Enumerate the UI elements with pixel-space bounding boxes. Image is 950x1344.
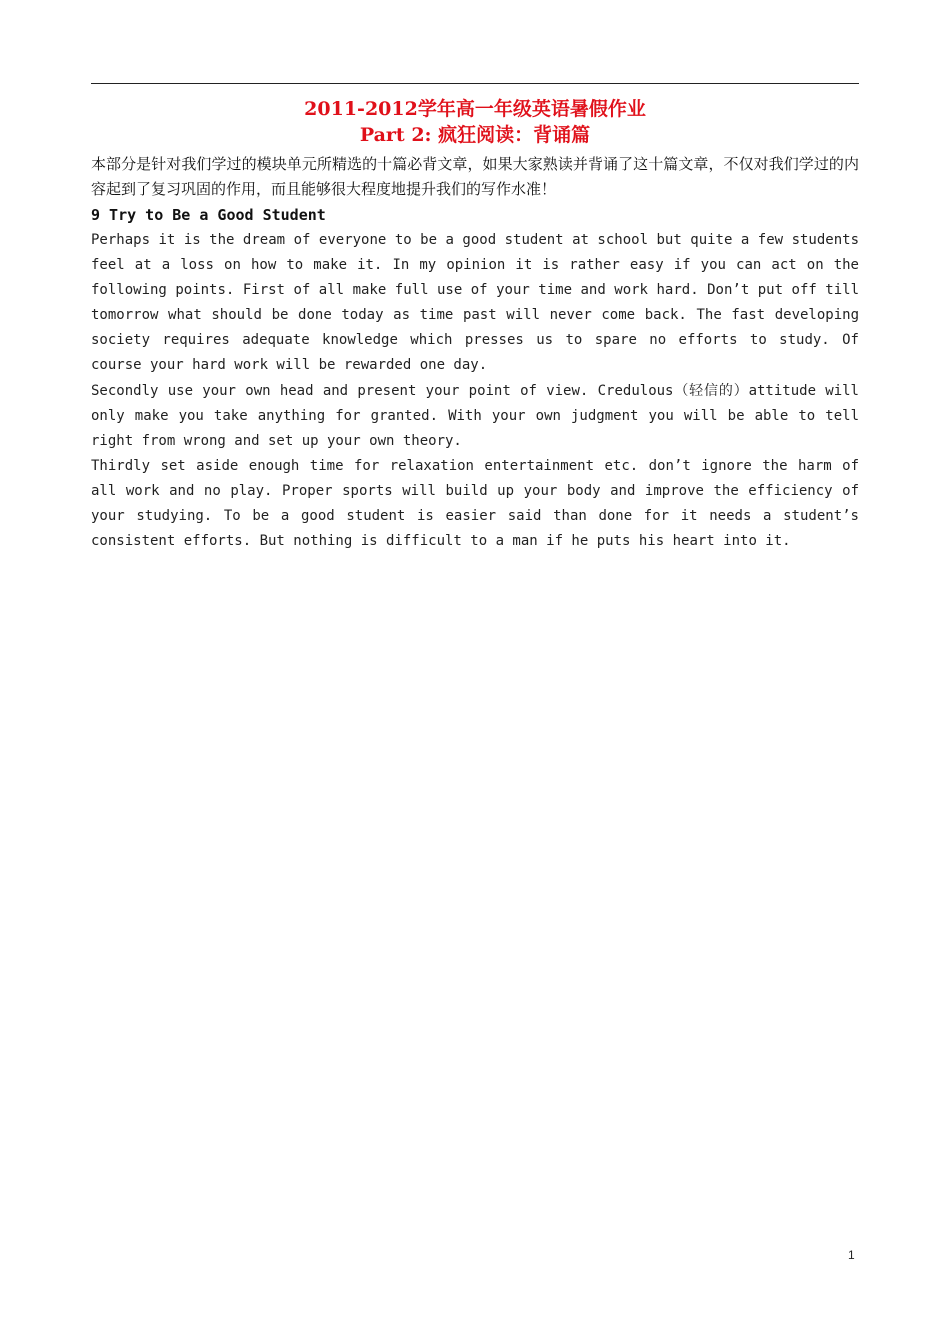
title-block [91,96,859,148]
document-title: 2011-2012学年高一年级英语暑假作业 [304,98,646,120]
intro-paragraph: 本部分是针对我们学过的模块单元所精选的十篇必背文章，如果大家熟读并背诵了这十篇文章，不仅对我们学过的内容起到了复习巩固的作用，而且能够很大程度地提升我们的写作水准！ [91,155,859,198]
article-heading: 9 Try to Be a Good Student [91,206,326,224]
article-paragraph-1: Perhaps it is the dream of everyone to be a good student at school but quite a few students feel at a loss on how to make it. In my opinion it is rather easy if you can act on the following points. First of all make full use of your time and work hard. Don’t put off till tomorrow what should be done today as time past will never come back. The fast developing society requires adequate knowledge which presses us to spare no efforts to study. Of course your hard work will be rewarded one day. [91,232,859,374]
document-subtitle: Part 2: 疯狂阅读：背诵篇 [359,124,591,146]
article-body [91,228,859,554]
page-number: 1 [848,1248,855,1262]
article-paragraph-3: Thirdly set aside enough time for relaxation entertainment etc. don’t ignore the harm of all work and no play. Proper sports will build up your body and improve the efficiency of your studying. To be a good student is easier said than done for it needs a student’s consistent efforts. But nothing is difficult to a man if he puts his heart into it. [91,457,859,550]
article-paragraph-2: Secondly use your own head and present your point of view. Credulous（轻信的）attitude will only make you take anything for granted. With your own judgment you will be able to tell right from wrong and set up your own theory. [91,382,859,449]
top-rule [91,83,859,84]
